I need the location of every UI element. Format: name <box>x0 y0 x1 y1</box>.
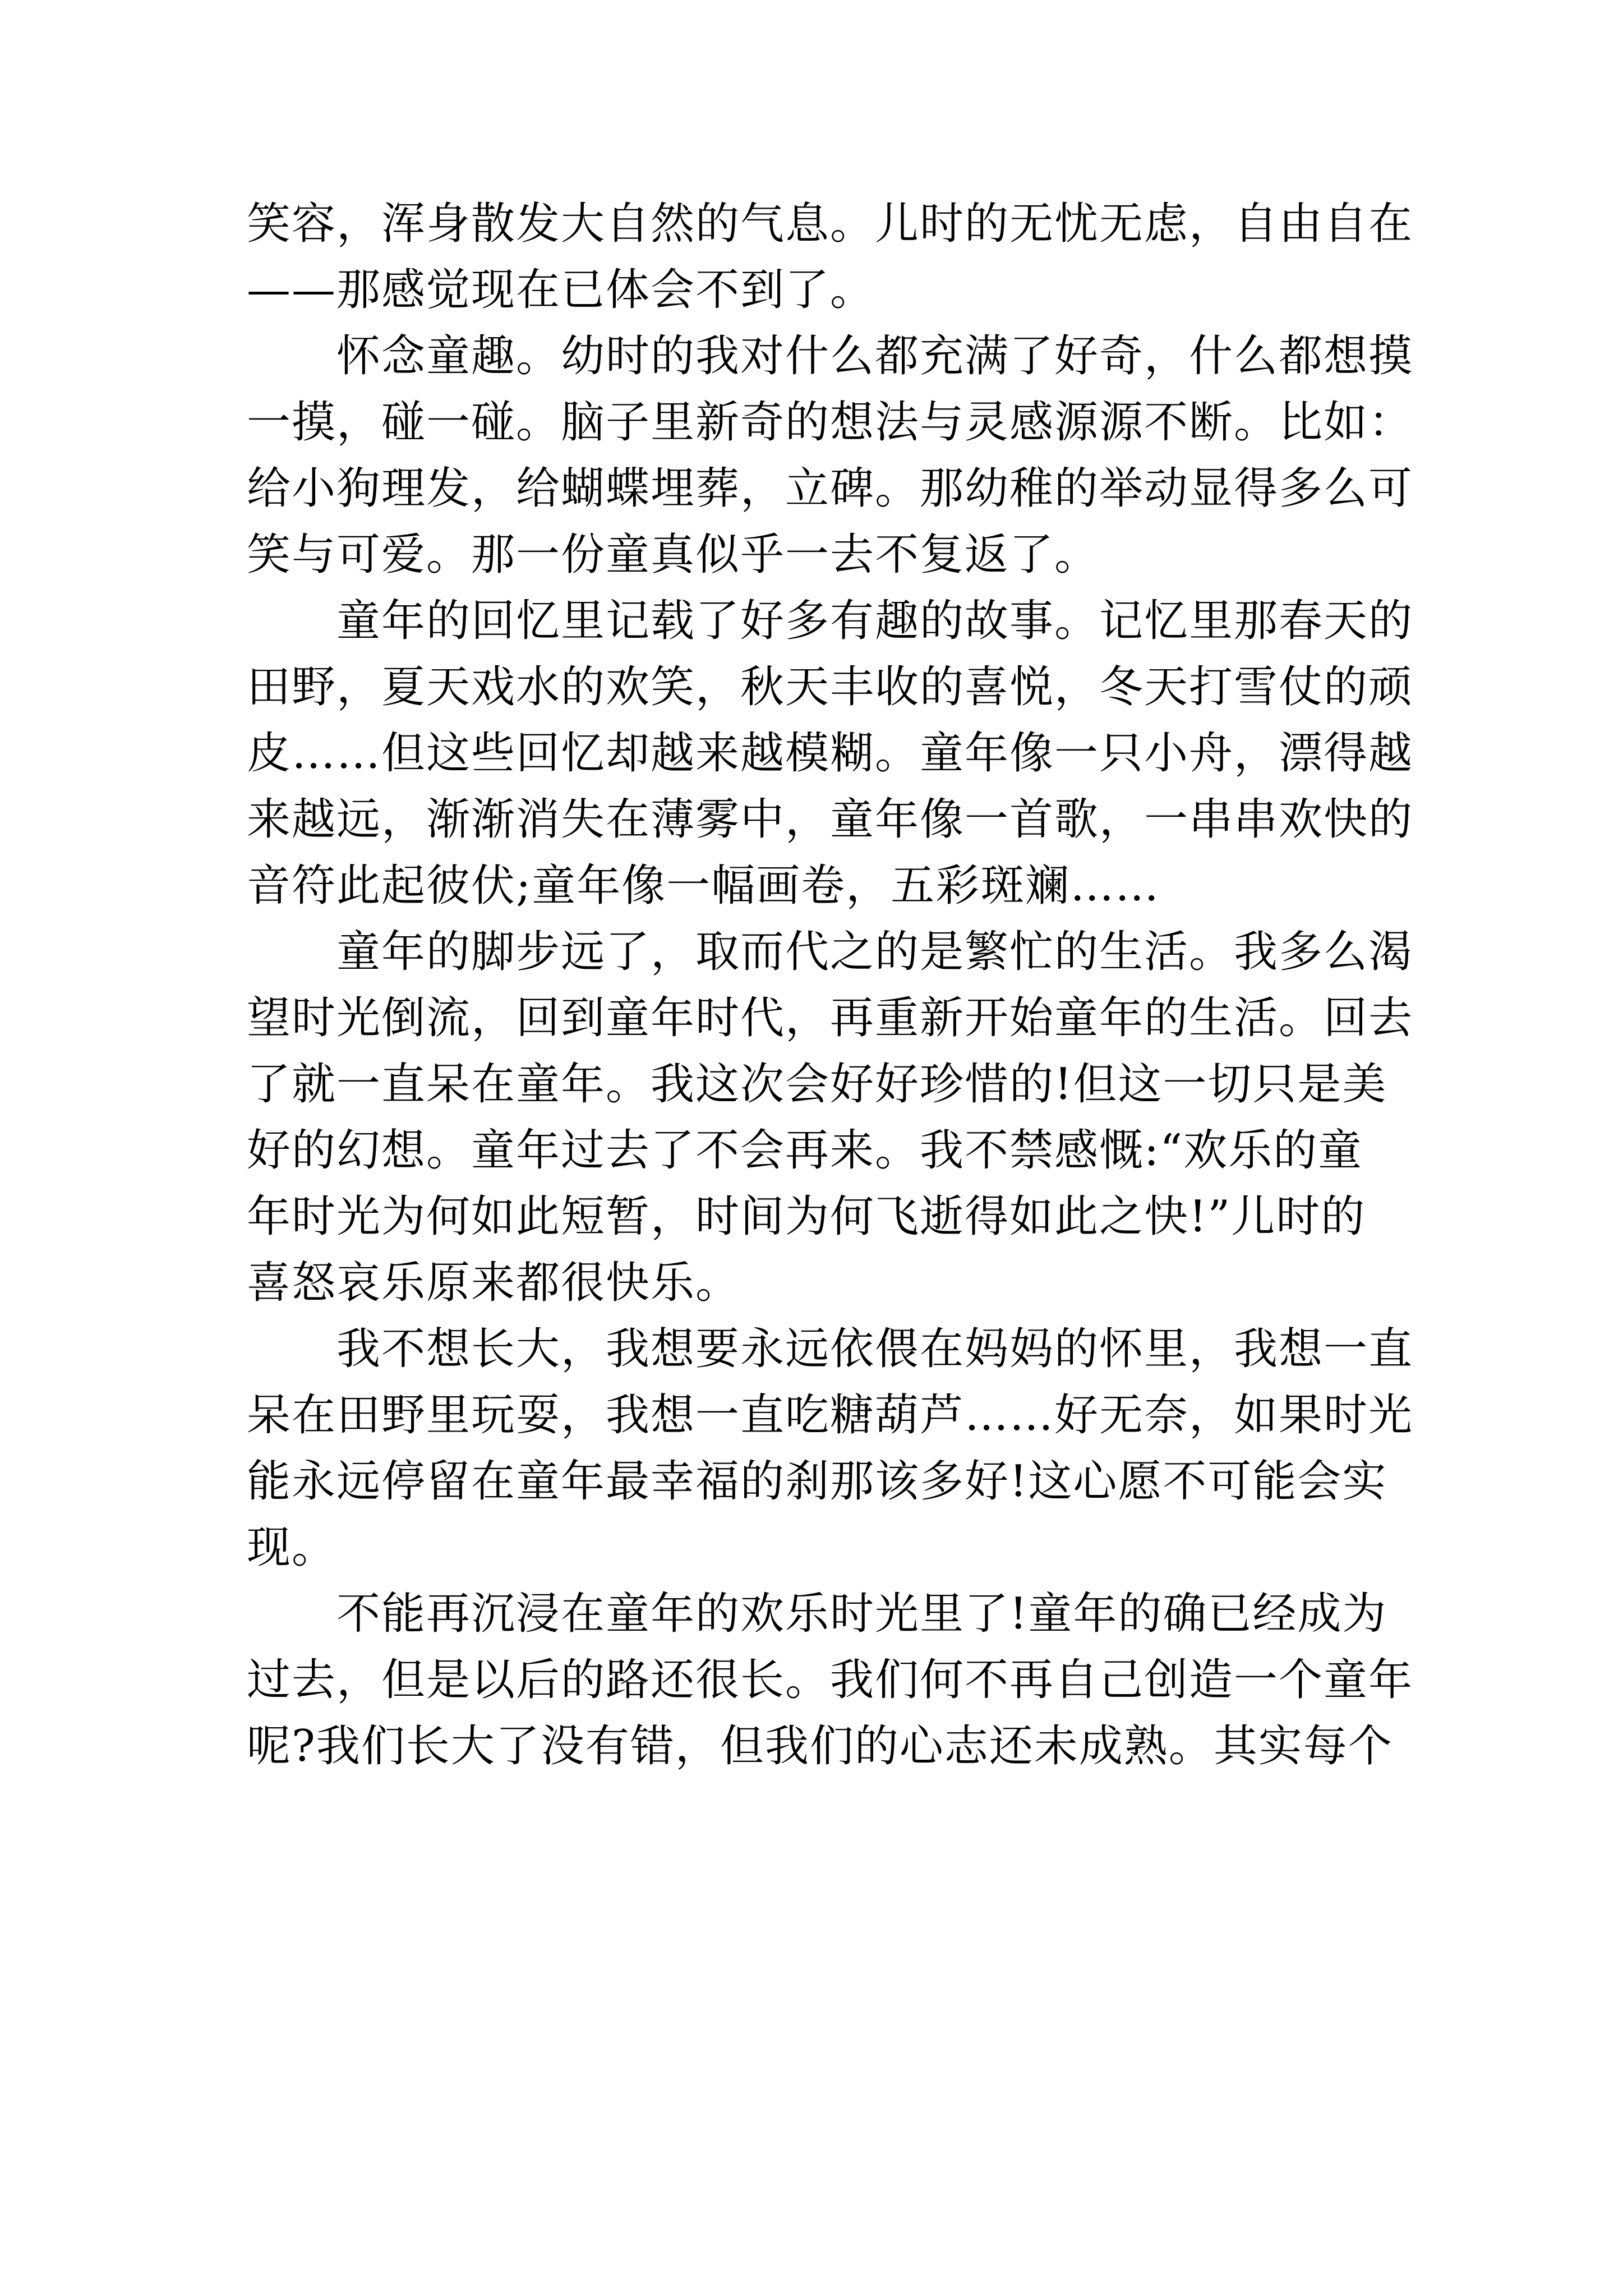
text-line: 了就一直呆在童年。我这次会好好珍惜的!但这一切只是美 <box>247 1059 1387 1110</box>
text-line: 一摸，碰一碰。脑子里新奇的想法与灵感源源不断。比如： <box>247 397 1414 448</box>
text-line: 望时光倒流，回到童年时代，再重新开始童年的生活。回去 <box>247 993 1414 1043</box>
text-line: 能永远停留在童年最幸福的刹那该多好!这心愿不可能会实 <box>247 1456 1387 1507</box>
text-line: 童年的脚步远了，取而代之的是繁忙的生活。我多么渴 <box>336 927 1414 977</box>
text-line: 给小狗理发，给蝴蝶埋葬，立碑。那幼稚的举动显得多么可 <box>247 463 1414 514</box>
essay-body <box>247 191 1414 1779</box>
text-line: 年时光为何如此短暂，时间为何飞逝得如此之快!”儿时的 <box>247 1191 1366 1242</box>
text-line: 呆在田野里玩耍，我想一直吃糖葫芦……好无奈，如果时光 <box>247 1390 1414 1441</box>
text-line: 田野，夏天戏水的欢笑，秋天丰收的喜悦，冬天打雪仗的顽 <box>247 662 1414 712</box>
text-line: 呢?我们长大了没有错，但我们的心志还未成熟。其实每个 <box>247 1721 1393 1772</box>
text-line: 怀念童趣。幼时的我对什么都充满了好奇，什么都想摸 <box>336 331 1414 381</box>
text-line: 不能再沉浸在童年的欢乐时光里了!童年的确已经成为 <box>336 1589 1387 1639</box>
text-line: 喜怒哀乐原来都很快乐。 <box>247 1258 741 1308</box>
text-line: 我不想长大，我想要永远依偎在妈妈的怀里，我想一直 <box>336 1324 1414 1374</box>
text-line: 童年的回忆里记载了好多有趣的故事。记忆里那春天的 <box>336 596 1414 646</box>
text-line: 皮……但这些回忆却越来越模糊。童年像一只小舟，漂得越 <box>247 728 1414 779</box>
text-line: 笑与可爱。那一份童真似乎一去不复返了。 <box>247 530 1100 580</box>
text-line: 好的幻想。童年过去了不会再来。我不禁感慨:“欢乐的童 <box>247 1125 1363 1176</box>
text-line: 现。 <box>247 1522 337 1573</box>
text-line: 来越远，渐渐消失在薄雾中，童年像一首歌，一串串欢快的 <box>247 794 1414 845</box>
text-line: 笑容，浑身散发大自然的气息。儿时的无忧无虑，自由自在 <box>247 199 1414 249</box>
text-line: 音符此起彼伏;童年像一幅画卷，五彩斑斓…… <box>247 861 1160 911</box>
text-line: 过去，但是以后的路还很长。我们何不再自己创造一个童年 <box>247 1655 1414 1705</box>
text-line: ——那感觉现在已体会不到了。 <box>247 265 875 315</box>
